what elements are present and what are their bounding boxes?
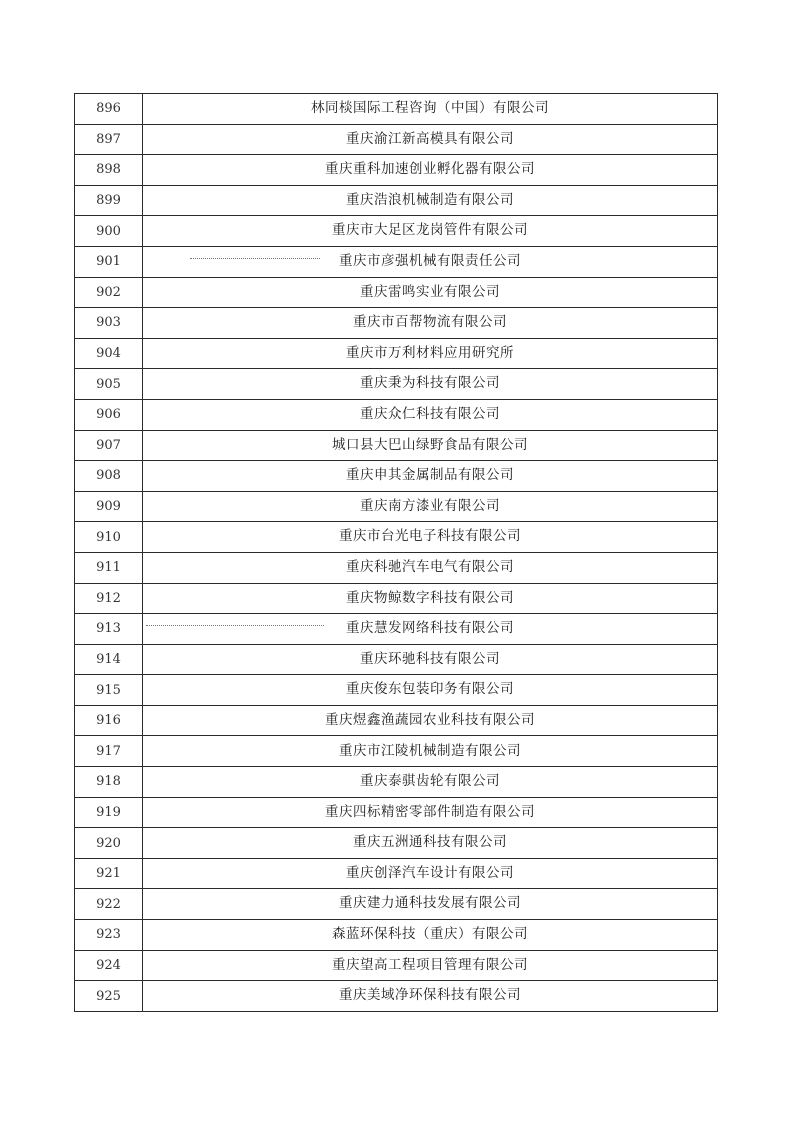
company-name: 重庆雷鸣实业有限公司: [143, 277, 718, 308]
company-name: 重庆南方漆业有限公司: [143, 491, 718, 522]
table-row: [75, 430, 718, 461]
table-row: [75, 705, 718, 736]
row-number: 905: [75, 369, 143, 400]
row-number: 908: [75, 461, 143, 492]
company-name: 重庆众仁科技有限公司: [143, 399, 718, 430]
company-name: 重庆俊东包装印务有限公司: [143, 675, 718, 706]
company-name: 重庆秉为科技有限公司: [143, 369, 718, 400]
company-name: 重庆申其金属制品有限公司: [143, 461, 718, 492]
row-number: 918: [75, 767, 143, 798]
row-number: 896: [75, 94, 143, 125]
company-name: 重庆重科加速创业孵化器有限公司: [143, 155, 718, 186]
table-row: [75, 491, 718, 522]
row-number: 922: [75, 889, 143, 920]
row-number: 897: [75, 124, 143, 155]
table-row: [75, 950, 718, 981]
row-number: 902: [75, 277, 143, 308]
table-row: [75, 797, 718, 828]
table-row: [75, 981, 718, 1012]
table-body: [75, 94, 718, 1012]
table-row: [75, 736, 718, 767]
company-name: 重庆市百帮物流有限公司: [143, 308, 718, 339]
company-name: 重庆建力通科技发展有限公司: [143, 889, 718, 920]
table-row: [75, 155, 718, 186]
table-row: [75, 675, 718, 706]
row-number: 913: [75, 614, 143, 645]
table-row: [75, 216, 718, 247]
company-name: 重庆科驰汽车电气有限公司: [143, 552, 718, 583]
company-name: 城口县大巴山绿野食品有限公司: [143, 430, 718, 461]
row-number: 907: [75, 430, 143, 461]
row-number: 901: [75, 246, 143, 277]
company-list-table: [74, 93, 718, 1012]
company-name: 重庆物鲸数字科技有限公司: [143, 583, 718, 614]
company-name: 重庆渝江新高模具有限公司: [143, 124, 718, 155]
table-row: [75, 124, 718, 155]
row-number: 899: [75, 185, 143, 216]
row-number: 914: [75, 644, 143, 675]
company-name: 重庆煜鑫渔蔬园农业科技有限公司: [143, 705, 718, 736]
row-number: 917: [75, 736, 143, 767]
company-name: 重庆市彦强机械有限责任公司: [143, 246, 718, 277]
scan-dots-row-913: [146, 625, 324, 626]
row-number: 923: [75, 920, 143, 951]
table-row: [75, 399, 718, 430]
company-name: 重庆五洲通科技有限公司: [143, 828, 718, 859]
table-row: [75, 828, 718, 859]
company-name: 重庆四标精密零部件制造有限公司: [143, 797, 718, 828]
row-number: 906: [75, 399, 143, 430]
company-name: 重庆慧发网络科技有限公司: [143, 614, 718, 645]
company-name: 林同棪国际工程咨询（中国）有限公司: [143, 94, 718, 125]
row-number: 911: [75, 552, 143, 583]
table-row: [75, 644, 718, 675]
row-number: 921: [75, 858, 143, 889]
row-number: 900: [75, 216, 143, 247]
row-number: 924: [75, 950, 143, 981]
company-name: 重庆市台光电子科技有限公司: [143, 522, 718, 553]
table-row: [75, 614, 718, 645]
company-name: 重庆浩浪机械制造有限公司: [143, 185, 718, 216]
row-number: 925: [75, 981, 143, 1012]
company-name: 重庆望高工程项目管理有限公司: [143, 950, 718, 981]
row-number: 898: [75, 155, 143, 186]
company-name: 重庆市江陵机械制造有限公司: [143, 736, 718, 767]
row-number: 916: [75, 705, 143, 736]
row-number: 904: [75, 338, 143, 369]
table-row: [75, 308, 718, 339]
company-name: 重庆市大足区龙岗管件有限公司: [143, 216, 718, 247]
row-number: 912: [75, 583, 143, 614]
row-number: 909: [75, 491, 143, 522]
scan-dots-row-901: [190, 258, 320, 259]
table-row: [75, 583, 718, 614]
company-name: 重庆市万利材料应用研究所: [143, 338, 718, 369]
row-number: 915: [75, 675, 143, 706]
table-row: [75, 94, 718, 125]
table-row: [75, 920, 718, 951]
company-name: 重庆创泽汽车设计有限公司: [143, 858, 718, 889]
table-row: [75, 889, 718, 920]
table-row: [75, 461, 718, 492]
table-row: [75, 767, 718, 798]
company-name: 森蓝环保科技（重庆）有限公司: [143, 920, 718, 951]
table-row: [75, 858, 718, 889]
row-number: 920: [75, 828, 143, 859]
table-row: [75, 552, 718, 583]
row-number: 910: [75, 522, 143, 553]
table-row: [75, 338, 718, 369]
table-row: [75, 369, 718, 400]
company-name: 重庆泰骐齿轮有限公司: [143, 767, 718, 798]
table-row: [75, 185, 718, 216]
company-name: 重庆环驰科技有限公司: [143, 644, 718, 675]
table-row: [75, 522, 718, 553]
table-row: [75, 277, 718, 308]
row-number: 919: [75, 797, 143, 828]
company-name: 重庆美域净环保科技有限公司: [143, 981, 718, 1012]
row-number: 903: [75, 308, 143, 339]
table-row: [75, 246, 718, 277]
